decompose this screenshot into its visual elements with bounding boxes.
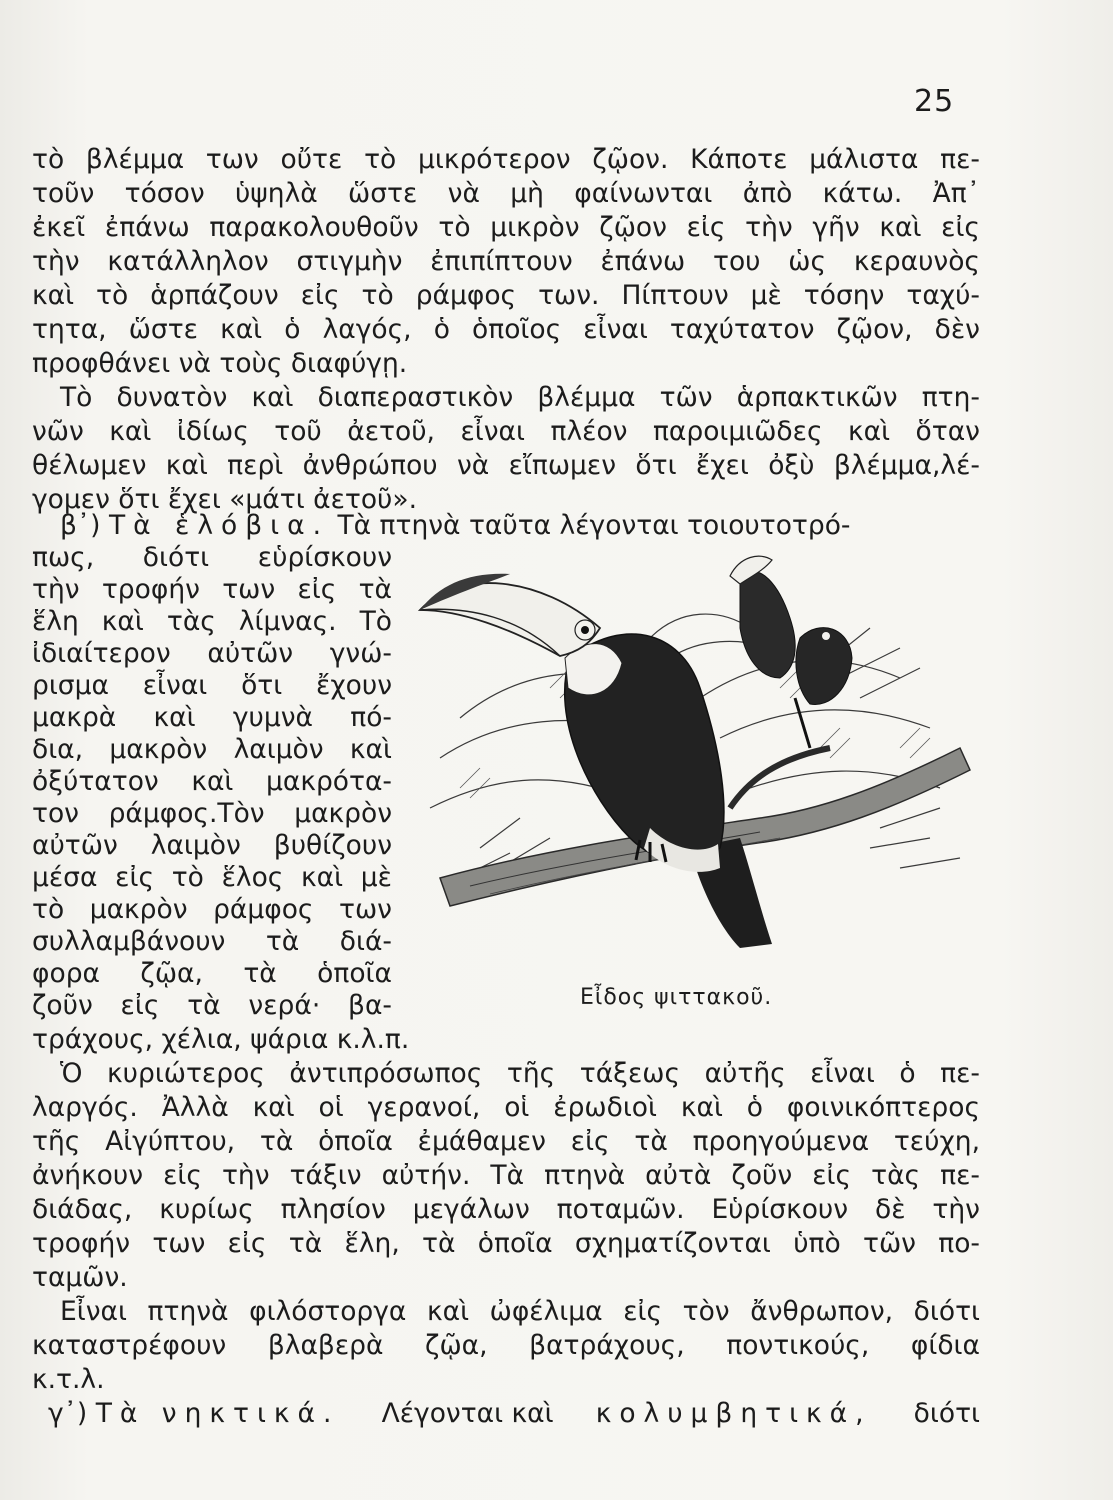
text-run: διότι (913, 1398, 980, 1429)
small-toucan-icon (730, 556, 852, 748)
text-line: δια, μακρὸν λαιμὸν καὶ (32, 734, 392, 765)
text-line: τροφήν των εἰς τὰ ἕλη, τὰ ὁποῖα σχηματίζονται ὑπὸ τῶν πο- (32, 1228, 980, 1259)
text-line: προφθάνει νὰ τοὺς διαφύγῃ. (32, 348, 408, 379)
text-line: καταστρέφουν βλαβερὰ ζῷα, βατράχους, ποντικούς, φίδια (32, 1330, 980, 1361)
text-run: Τὰ πτηνὰ ταῦτα λέγονται τοιουτοτρό- (337, 510, 851, 541)
text-line: συλλαμβάνουν τὰ διά- (32, 926, 392, 957)
text-line: μακρὰ καὶ γυμνὰ πό- (32, 702, 392, 733)
section-g-first-line (48, 1397, 980, 1431)
section-marker: β᾽) (60, 510, 101, 541)
text-line: τὴν τροφήν των εἰς τὰ (32, 574, 392, 605)
section-heading: Τὰ νηκτικά. (95, 1398, 340, 1429)
text-line: ρισμα εἶναι ὅτι ἔχουν (32, 670, 392, 701)
text-line: ταμῶν. (32, 1262, 128, 1293)
text-line: νῶν καὶ ἰδίως τοῦ ἀετοῦ, εἶναι πλέον παροιμιῶδες καὶ ὅταν (32, 416, 980, 447)
text-line: φορα ζῷα, τὰ ὁποῖα (32, 958, 392, 989)
toucan-illustration (400, 548, 980, 958)
text-line: λαργός. Ἀλλὰ καὶ οἱ γερανοί, οἱ ἐρωδιοὶ καὶ ὁ φοινικόπτερος (32, 1092, 980, 1123)
text-line: διάδας, κυρίως πλησίον μεγάλων ποταμῶν. Εὑρίσκουν δὲ τὴν (32, 1194, 980, 1225)
text-line: ὀξύτατον καὶ μακρότα- (32, 766, 392, 797)
text-line: ἕλη καὶ τὰς λίμνας. Τὸ (32, 606, 392, 637)
text-line: μέσα εἰς τὸ ἕλος καὶ μὲ (32, 862, 392, 893)
text-line: γομεν ὅτι ἔχει «μάτι ἀετοῦ». (32, 484, 418, 515)
text-line: τὸ μακρὸν ράμφος των (32, 894, 392, 925)
text-line: τοῦν τόσον ὑψηλὰ ὥστε νὰ μὴ φαίνωνται ἀπὸ κάτω. Ἀπ᾽ (32, 178, 980, 209)
text-line: τον ράμφος.Τὸν μακρὸν (32, 798, 392, 829)
text-line: ἰδιαίτερον αὐτῶν γνώ- (32, 638, 392, 669)
text-line: τῆς Αἰγύπτου, τὰ ὁποῖα ἐμάθαμεν εἰς τὰ προηγούμενα τεύχη, (32, 1126, 980, 1157)
text-line: Ὁ κυριώτερος ἀντιπρόσωπος τῆς τάξεως αὐτῆς εἶναι ὁ πε- (60, 1058, 980, 1089)
text-line: κ.τ.λ. (32, 1364, 105, 1395)
page-number: 25 (914, 84, 955, 119)
section-g-head (48, 1397, 339, 1431)
text-line: θέλωμεν καὶ περὶ ἀνθρώπου νὰ εἴπωμεν ὅτι ἔχει ὀξὺ βλέμμα,λέ- (32, 450, 980, 481)
text-line: ἐκεῖ ἐπάνω παρακολουθοῦν τὸ μικρὸν ζῷον εἰς τὴν γῆν καὶ εἰς (32, 212, 980, 243)
text-line: πως, διότι εὑρίσκουν (32, 542, 392, 573)
text-line: ἀνήκουν εἰς τὴν τάξιν αὐτήν. Τὰ πτηνὰ αὐτὰ ζοῦν εἰς τὰς πε- (32, 1160, 980, 1191)
text-line: τὴν κατάλληλον στιγμὴν ἐπιπίπτουν ἐπάνω του ὡς κεραυνὸς (32, 246, 980, 277)
section-marker: γ᾽) (48, 1398, 88, 1429)
text-line: Εἶναι πτηνὰ φιλόστοργα καὶ ὠφέλιμα εἰς τὸν ἄνθρωπον, διότι (60, 1296, 980, 1327)
text-line: αὐτῶν λαιμὸν βυθίζουν (32, 830, 392, 861)
term: κολυμβητικά, (595, 1398, 872, 1429)
text-line: Τὸ δυνατὸν καὶ διαπεραστικὸν βλέμμα τῶν ἁρπακτικῶν πτη- (60, 382, 980, 413)
text-line: τὸ βλέμμα των οὔτε τὸ μικρότερον ζῷον. Κάποτε μάλιστα πε- (32, 144, 980, 175)
text-line: ζοῦν εἰς τὰ νερά· βα- (32, 990, 392, 1021)
section-b-first-line (60, 509, 850, 543)
text-line: καὶ τὸ ἁρπάζουν εἰς τὸ ράμφος των. Πίπτουν μὲ τόσην ταχύ- (32, 280, 980, 311)
text-line: τράχους, χέλια, ψάρια κ.λ.π. (32, 1024, 410, 1055)
text-run: Λέγονται καὶ (381, 1398, 554, 1429)
section-heading: Τὰ ἑλόβια. (108, 510, 330, 541)
text-line: τητα, ὥστε καὶ ὁ λαγός, ὁ ὁποῖος εἶναι ταχύτατον ζῷον, δὲν (32, 314, 980, 345)
figure-caption: Εἶδος ψιττακοῦ. (580, 985, 773, 1010)
